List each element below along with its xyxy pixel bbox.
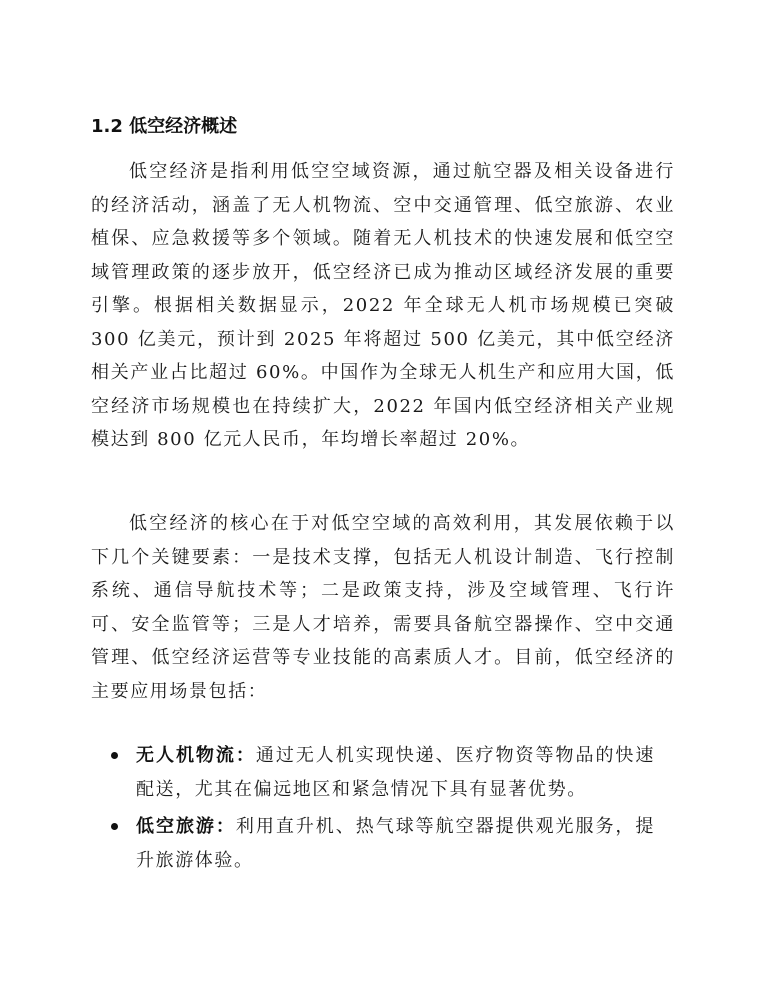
- list-item: [91, 810, 675, 877]
- paragraph-overview: 低空经济是指利用低空空域资源，通过航空器及相关设备进行的经济活动，涵盖了无人机物流、空中交通管理、低空旅游、农业植保、应急救援等多个领域。随着无人机技术的快速发展和低空空域管理政策的逐步放开，低空经济已成为推动区域经济发展的重要引擎。根据相关数据显示，2022 年全球无人机市场规模已突破 300 亿美元，预计到 2025 年将超过 500 亿美元，其中低空经济相关产业占比超过 60%。中国作为全球无人机生产和应用大国，低空经济市场规模也在持续扩大，2022 年国内低空经济相关产业规模达到 800 亿元人民币，年均增长率超过 20%。: [91, 161, 675, 450]
- application-scenarios-list: [91, 739, 675, 881]
- section-title: 低空经济概述: [129, 116, 238, 137]
- section-number: 1.2: [91, 116, 123, 137]
- bullet-icon: [111, 823, 118, 830]
- list-item: [91, 739, 675, 806]
- section-heading: [91, 114, 237, 140]
- bullet-separator: ：: [235, 745, 256, 766]
- bullet-term: 低空旅游: [136, 816, 216, 837]
- bullet-text: 通过无人机实现快递、医疗物资等物品的快速配送，尤其在偏远地区和紧急情况下具有显著优势。: [136, 745, 656, 800]
- bullet-term: 无人机物流: [136, 745, 236, 766]
- bullet-text: 利用直升机、热气球等航空器提供观光服务，提升旅游体验。: [136, 816, 655, 871]
- bullet-icon: [111, 752, 118, 759]
- bullet-separator: ：: [215, 816, 236, 837]
- paragraph-core-elements: 低空经济的核心在于对低空空域的高效利用，其发展依赖于以下几个关键要素：一是技术支撑，包括无人机设计制造、飞行控制系统、通信导航技术等；二是政策支持，涉及空域管理、飞行许可、安全监管等；三是人才培养，需要具备航空器操作、空中交通管理、低空经济运营等专业技能的高素质人才。目前，低空经济的主要应用场景包括：: [91, 513, 675, 702]
